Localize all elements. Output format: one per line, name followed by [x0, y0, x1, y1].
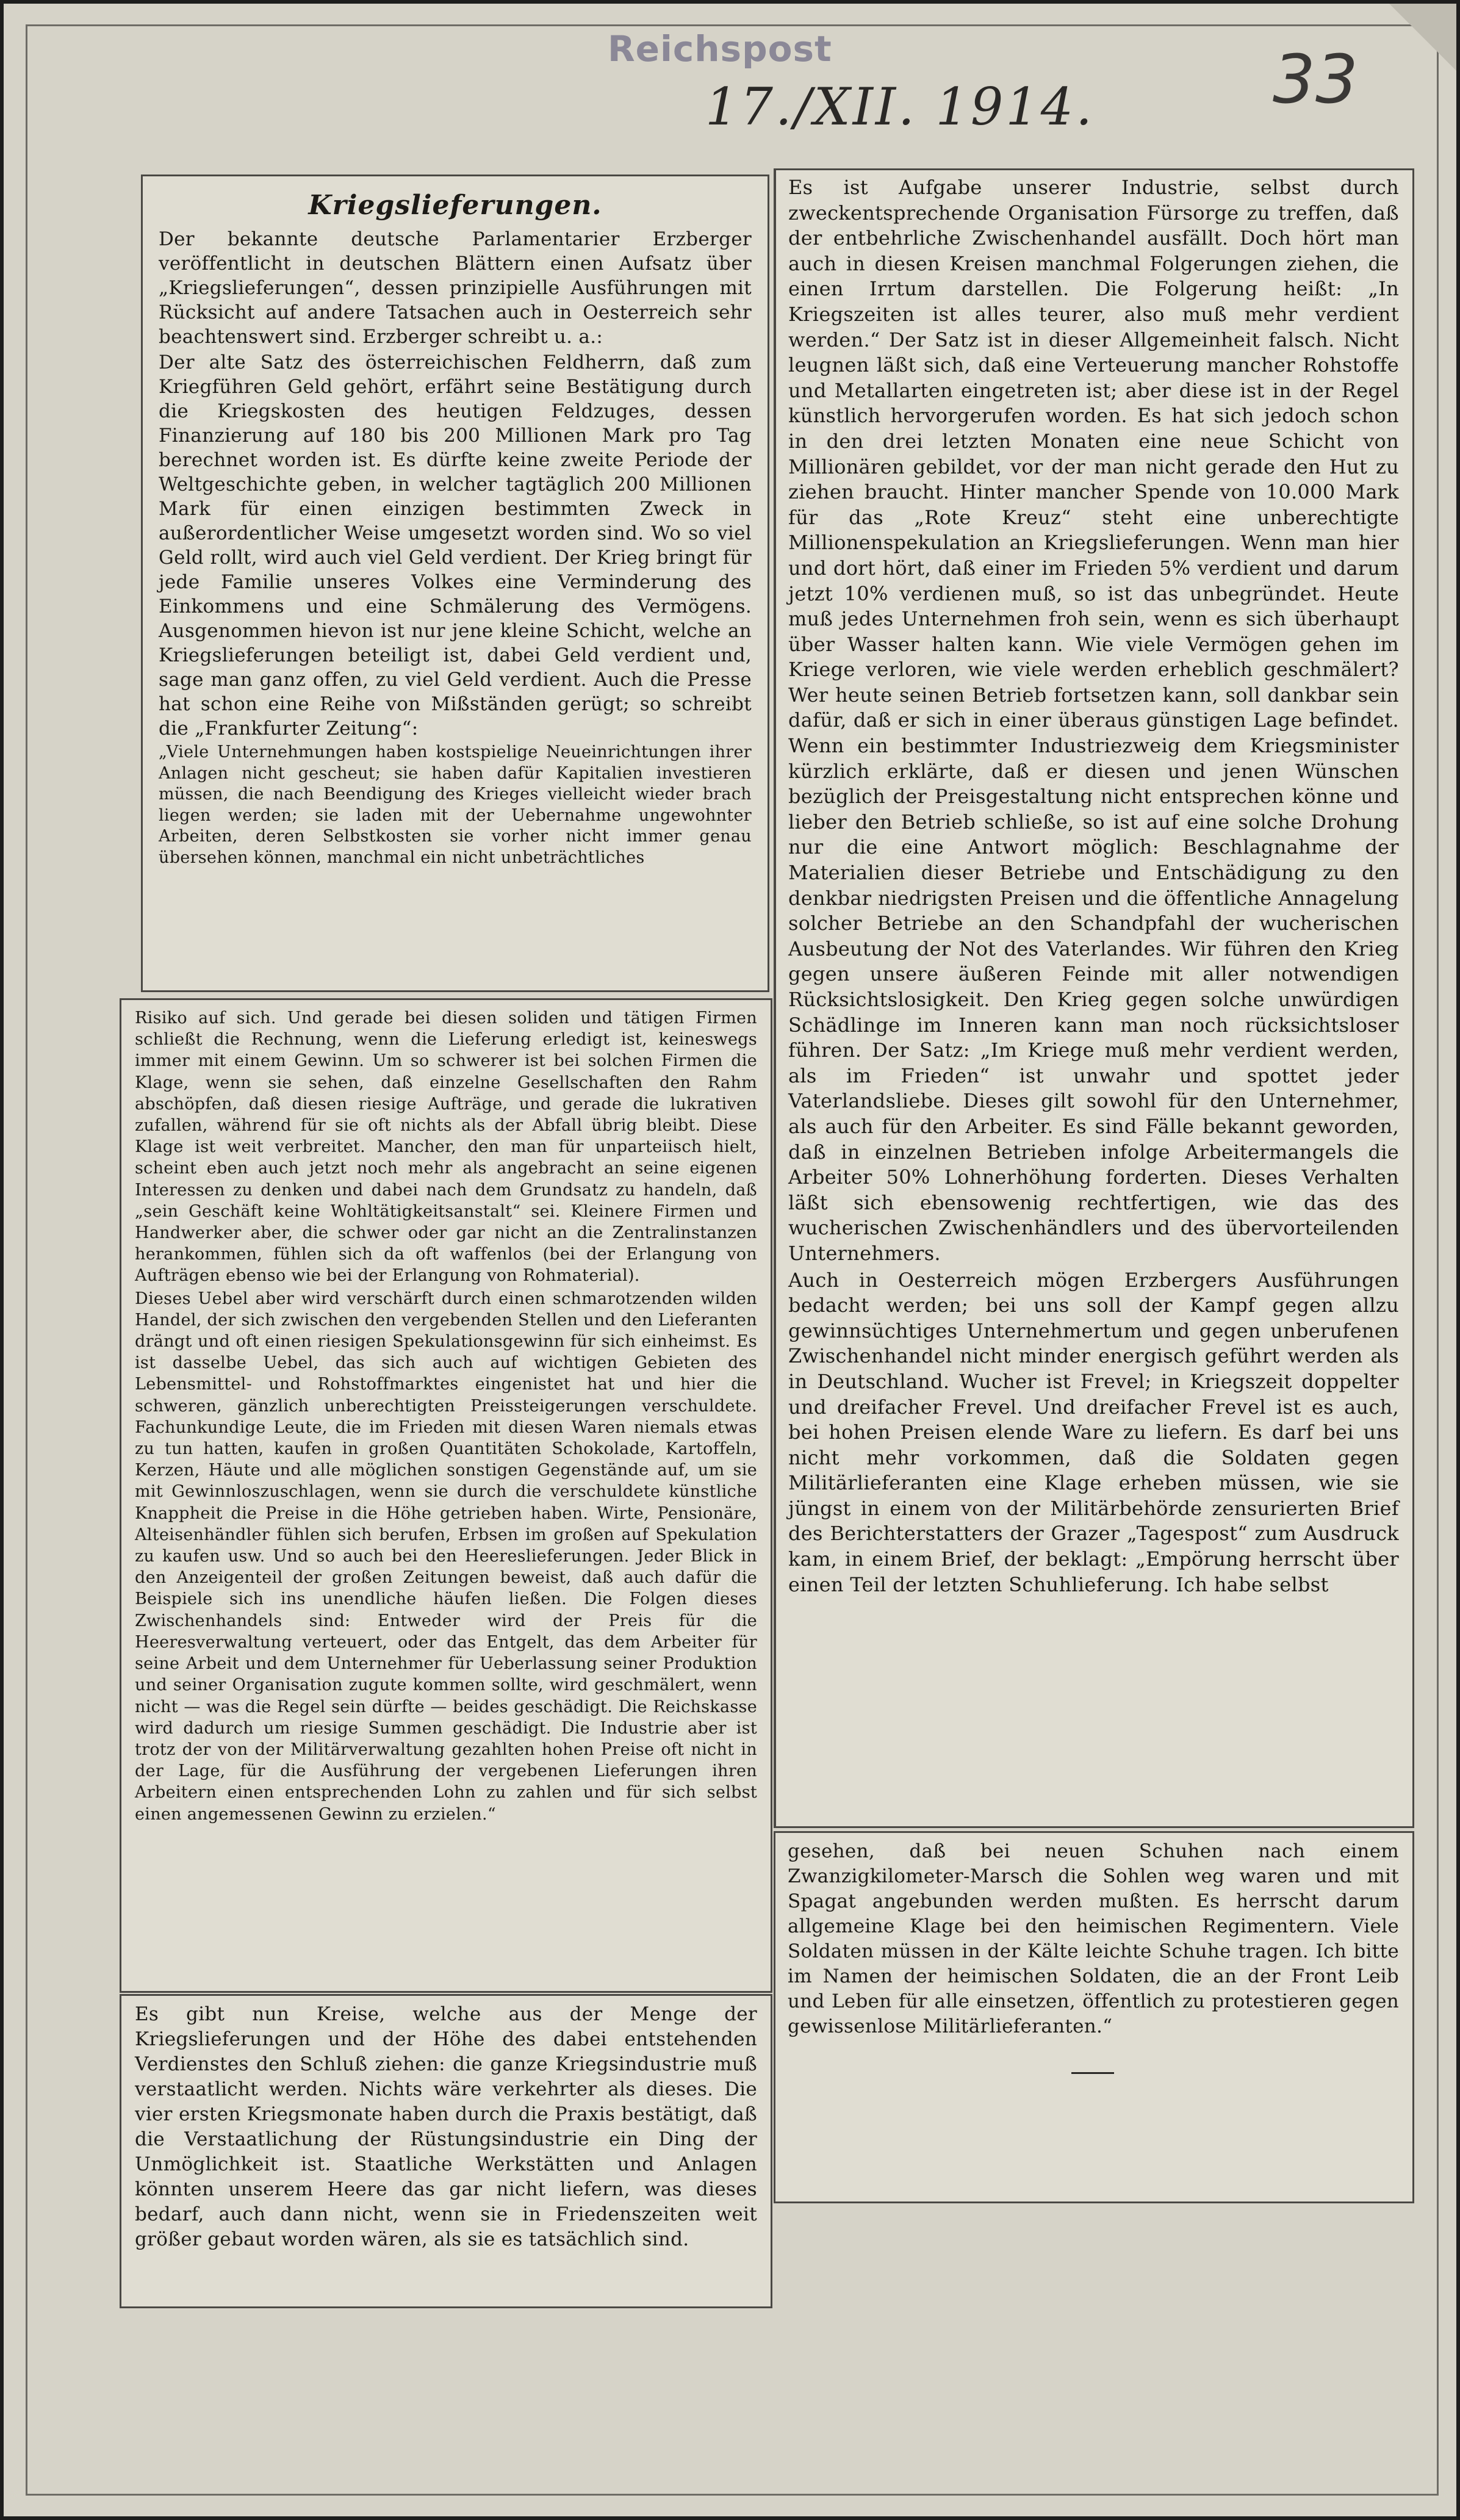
article-paragraph: Der alte Satz des österreichischen Feldherrn, daß zum Kriegführen Geld gehört, erfährt seine Bestätigung durch die Kriegskosten des heutigen Feldzuges, dessen Finanzierung auf 180 bis 200 Millionen Mark pro Tag berechnet worden ist. Es dürfte keine zweite Periode der Weltgeschichte geben, in welcher tagtäglich 200 Millionen Mark für einen einzigen bestimmten Zweck in außerordentlicher Weise umgesetzt worden sind. Wo so viel Geld rollt, wird auch viel Geld verdient. Der Krieg bringt für jede Familie unseres Volkes eine Verminderung des Einkommens und eine Schmälerung des Vermögens. Ausgenommen hievon ist nur jene kleine Schicht, welche an Kriegslieferungen beteiligt ist, dabei Geld verdient und, sage man ganz offen, zu viel Geld verdient. Auch die Presse hat schon eine Reihe von Mißständen gerügt; so schreibt die „Frankfurter Zeitung“:	[159, 351, 752, 740]
clipping-column-1-middle	[120, 998, 772, 1993]
folded-corner	[1389, 4, 1456, 71]
end-of-article-rule	[1071, 2072, 1114, 2074]
quoted-paragraph: Risiko auf sich. Und gerade bei diesen soliden und tätigen Firmen schließt die Rechnung, wenn die Lieferung erledigt ist, keineswegs immer mit einem Gewinn. Um so schwerer ist bei solchen Firmen die Klage, wenn sie sehen, daß einzelne Gesellschaften den Rahm abschöpfen, daß diesen riesige Aufträge, und gerade die lukrativen zufallen, während für sie oft nichts als der Abfall übrig bleibt. Diese Klage ist weit verbreitet. Mancher, den man für unparteiisch hielt, scheint eben auch jetzt noch mehr als angebracht an seine eigenen Interessen zu denken und dabei nach dem Grundsatz zu handeln, daß „sein Geschäft keine Wohltätigkeitsanstalt“ sei. Kleinere Firmen und Handwerker aber, die schwer oder gar nicht an die Zentralinstanzen herankommen, fühlen sich da oft waffenlos (bei der Erlangung von Aufträgen ebenso wie bei der Erlangung von Rohmaterial).	[135, 1009, 757, 1286]
article-paragraph: Der bekannte deutsche Parlamentarier Erzberger veröffentlicht in deutschen Blättern einen Aufsatz über „Kriegslieferungen“, dessen prinzipielle Ausführungen mit Rücksicht auf andere Tatsachen auch in Oesterreich sehr beachtenswert sind. Erzberger schreibt u. a.:	[159, 228, 752, 348]
quoted-paragraph: Dieses Uebel aber wird verschärft durch einen schmarotzenden wilden Handel, der sich zwischen den vergebenden Stellen und den Lieferanten drängt und oft einen riesigen Spekulationsgewinn für sich einheimst. Es ist dasselbe Uebel, das sich auch auf wichtigen Gebieten des Lebensmittel- und Rohstoffmarktes eingenistet hat und hier die schweren, gänzlich unberechtigten Preissteigerungen verschuldete. Fachunkundige Leute, die im Frieden mit diesen Waren niemals etwas zu tun hatten, kaufen in großen Quantitäten Schokolade, Kartoffeln, Kerzen, Häute und alle möglichen sonstigen Gegenstände auf, um sie mit Gewinnloszuschlagen, wenn sie durch die verschuldete künstliche Knappheit die Preise in die Höhe getrieben haben. Wirte, Pensionäre, Alteisenhändler fühlen sich berufen, Erbsen im großen auf Spekulation zu kaufen usw. Und so auch bei den Heereslieferungen. Jeder Blick in den Anzeigenteil der großen Zeitungen beweist, daß auch dafür die Beispiele sich ins unendliche häufen ließen. Die Folgen dieses Zwischenhandels sind: Entweder wird der Preis für die Heeresverwaltung verteuert, oder das Entgelt, das dem Arbeiter für seine Arbeit und dem Unternehmer für Ueberlassung seiner Produktion und seiner Organisation zugute kommen sollte, wird geschmälert, wenn nicht — was die Regel sein dürfte — beides geschädigt. Die Reichskasse wird dadurch um riesige Summen geschädigt. Die Industrie aber ist trotz der von der Militärverwaltung gezahlten hohen Preise oft nicht in der Lage, für die Ausführung der vergebenen Lieferungen ihren Arbeitern einen entsprechenden Lohn zu zahlen und für sich selbst einen angemessenen Gewinn zu erzielen.“	[135, 1289, 757, 1824]
article-paragraph: Es gibt nun Kreise, welche aus der Menge der Kriegslieferungen und der Höhe des dabei entstehenden Verdienstes den Schluß ziehen: die ganze Kriegsindustrie muß verstaatlicht werden. Nichts wäre verkehrter als dieses. Die vier ersten Kriegsmonate haben durch die Praxis bestätigt, daß die Verstaatlichung der Rüstungsindustrie ein Ding der Unmöglichkeit ist. Staatliche Werkstätten und Anlagen könnten unserem Heere das gar nicht liefern, was dieses bedarf, auch dann nicht, wenn sie in Friedenszeiten weit größer gebaut worden wären, als sie es tatsächlich sind.	[135, 2003, 757, 2250]
article-title: Kriegslieferungen.	[308, 190, 602, 221]
article-paragraph: Es ist Aufgabe unserer Industrie, selbst durch zweckentsprechende Organisation Fürsorge zu treffen, daß der entbehrliche Zwischenhandel ausfällt. Doch hört man auch in diesen Kreisen manchmal Folgerungen ziehen, die einen Irrtum darstellen. Die Folgerung heißt: „In Kriegszeiten ist alles teurer, also muß mehr verdient werden.“ Der Satz ist in dieser Allgemeinheit falsch. Nicht leugnen läßt sich, daß eine Verteuerung mancher Rohstoffe und Metallarten eingetreten ist; aber diese ist in der Regel künstlich hervorgerufen worden. Es hat sich jedoch schon in den drei letzten Monaten eine neue Schicht von Millionären gebildet, vor der man nicht gerade den Hut zu ziehen braucht. Hinter mancher Spende von 10.000 Mark für das „Rote Kreuz“ steht eine unberechtigte Millionenspekulation an Kriegslieferungen. Wenn man hier und dort hört, daß einer im Frieden 5% verdient und darum jetzt 10% verdienen muß, so ist das unbegründet. Heute muß jedes Unternehmen froh sein, wenn es sich überhaupt über Wasser halten kann. Wie viele Vermögen gehen im Kriege verloren, wie viele werden erheblich geschmälert? Wer heute seinen Betrieb fortsetzen kann, soll dankbar sein dafür, daß er sich in einer überaus günstigen Lage befindet. Wenn ein bestimmter Industriezweig dem Kriegsminister kürzlich erklärte, daß er diesen und jenen Wünschen bezüglich der Preisgestaltung nicht entsprechen könne und lieber den Betrieb schließe, so ist auf eine solche Drohung nur die eine Antwort möglich: Beschlagnahme der Materialien dieser Betriebe und Entschädigung zu den denkbar niedrigsten Preisen und die öffentliche Annagelung solcher Betriebe an den Schandpfahl der wucherischen Ausbeutung der Not des Vaterlandes. Wir führen den Krieg gegen unsere äußeren Feinde mit aller notwendigen Rücksichtslosigkeit. Den Krieg gegen solche unwürdigen Schädlinge im Inneren kann man noch rücksichtsloser führen. Der Satz: „Im Kriege muß mehr verdient werden, als im Frieden“ ist unwahr und spottet jeder Vaterlandsliebe. Dieses gilt sowohl für den Unternehmer, als auch für den Arbeiter. Es sind Fälle bekannt geworden, daß in einzelnen Betrieben infolge Arbeitermangels die Arbeiter 50% Lohnerhöhung forderten. Dieses Verhalten läßt sich ebensowenig rechtfertigen, wie das des wucherischen Zwischenhändlers und des übervorteilenden Unternehmers.	[788, 176, 1399, 1265]
clipping-column-2-top	[774, 168, 1414, 1828]
newspaper-stamp: Reichspost	[608, 28, 832, 70]
clipping-column-2-bottom	[774, 1831, 1414, 2203]
quoted-paragraph: „Viele Unternehmungen haben kostspielige Neueinrichtungen ihrer Anlagen nicht gescheut; sie haben dafür Kapitalien investieren müssen, die nach Beendigung des Krieges vielleicht wieder brach liegen werden; sie laden mit der Uebernahme ungewohnter Arbeiten, deren Selbstkosten sie vorher nicht immer genau übersehen können, manchmal ein nicht unbeträchtliches	[159, 743, 752, 867]
clipping-column-1-bottom	[120, 1994, 772, 2308]
article-paragraph: Auch in Oesterreich mögen Erzbergers Ausführungen bedacht werden; bei uns soll der Kampf gegen allzu gewinnsüchtiges Unternehmertum und gegen unberufenen Zwischenhandel nicht minder energisch geführt werden als in Deutschland. Wucher ist Frevel; in Kriegszeit doppelter und dreifacher Frevel. Und dreifacher Frevel ist es auch, bei hohen Preisen elende Ware zu liefern. Es darf bei uns nicht mehr vorkommen, daß die Soldaten gegen Militärlieferanten eine Klage erheben müssen, wie sie jüngst in einem von der Militärbehörde zensurierten Brief des Berichterstatters der Grazer „Tagespost“ zum Ausdruck kam, in einem Brief, der beklagt: „Empörung herrscht über einen Teil der letzten Schuhlieferung. Ich habe selbst	[788, 1268, 1399, 1596]
handwritten-date: 17./XII. 1914.	[705, 77, 1095, 137]
clipping-column-1-top	[141, 175, 769, 992]
handwritten-page-number: 33	[1273, 40, 1358, 118]
article-paragraph: gesehen, daß bei neuen Schuhen nach einem Zwanzigkilometer-Marsch die Sohlen weg waren und mit Spagat angebunden werden mußten. Es herrscht darum allgemeine Klage bei den heimischen Regimentern. Viele Soldaten müssen in der Kälte leichte Schuhe tragen. Ich bitte im Namen der heimischen Soldaten, die an der Front Leib und Leben für alle einsetzen, öffentlich zu protestieren gegen gewissenlose Militärlieferanten.“	[788, 1840, 1399, 2037]
